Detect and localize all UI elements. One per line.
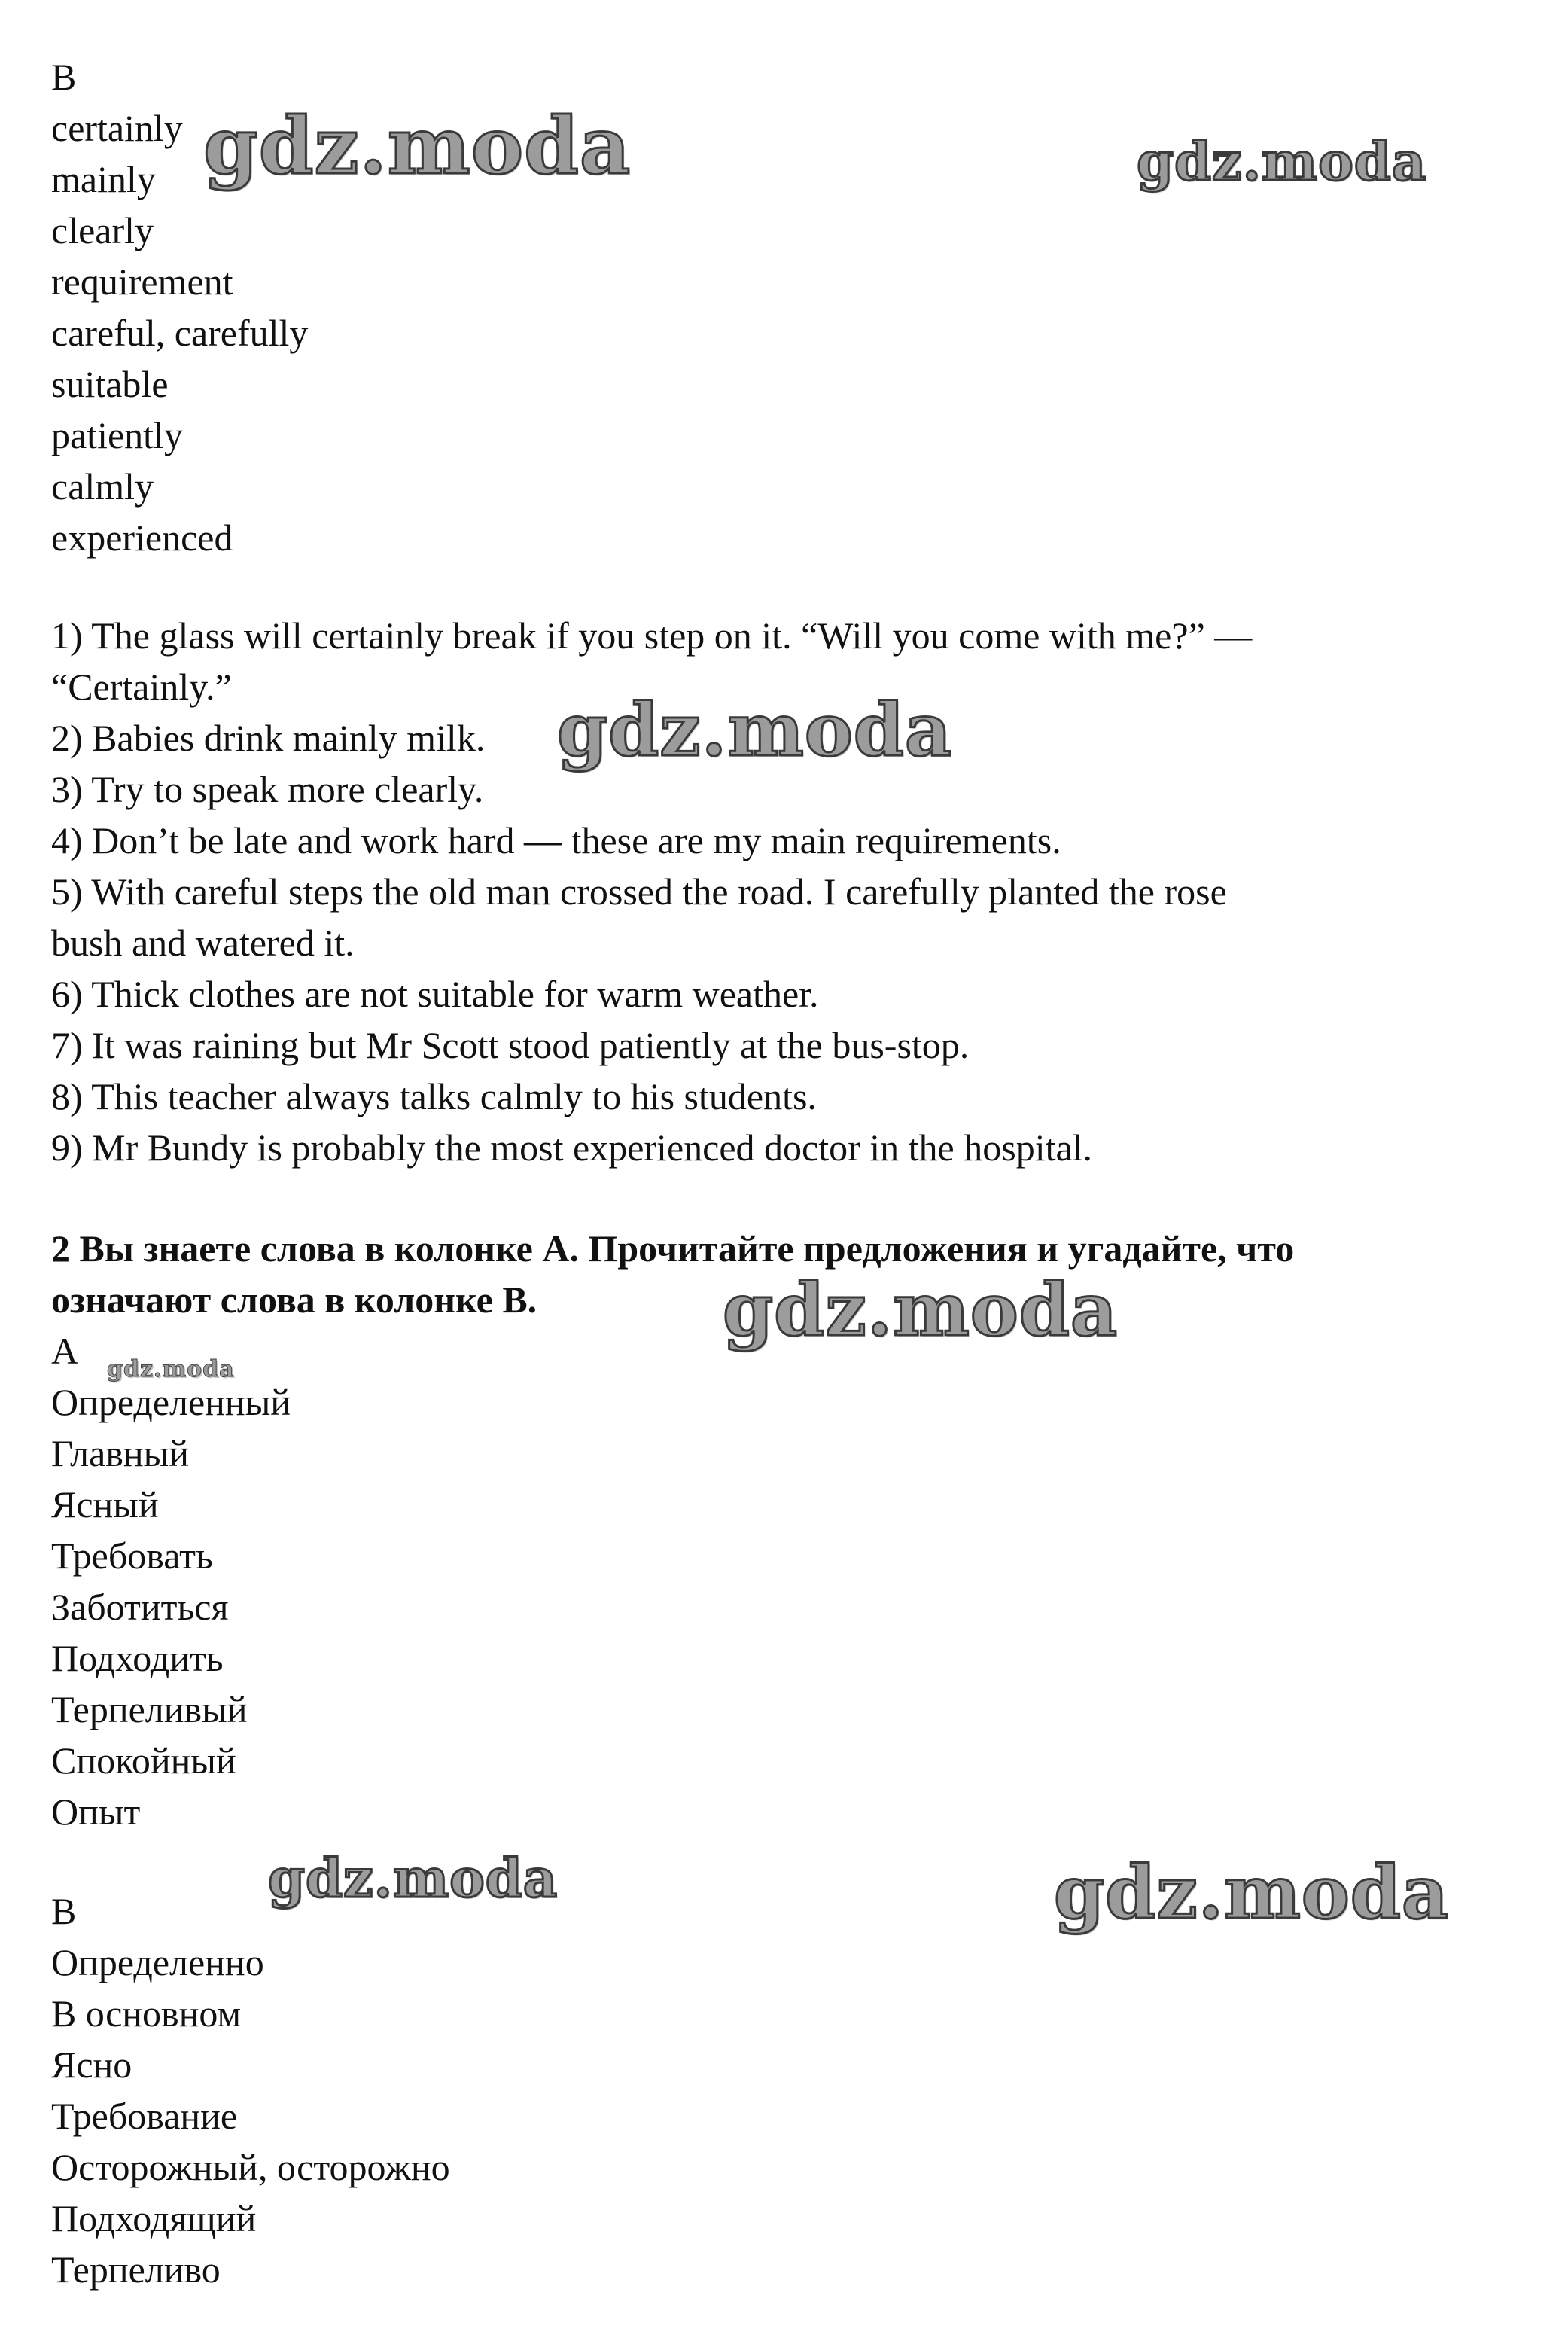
word-item: Терпеливо xyxy=(51,2248,221,2291)
word-item: calmly xyxy=(51,465,154,508)
sentence-line: 1) The glass will certainly break if you step on it. “Will you come with me?” — xyxy=(51,614,1253,657)
task-heading: означают слова в колонке В. xyxy=(51,1279,537,1321)
sentence-line: 9) Mr Bundy is probably the most experienced doctor in the hospital. xyxy=(51,1126,1093,1169)
word-item: Подходить xyxy=(51,1637,224,1679)
section-b-header: B xyxy=(51,56,77,98)
sentence-line: 2) Babies drink mainly milk. xyxy=(51,717,486,759)
section-a-header: А xyxy=(51,1330,79,1372)
word-item: Опыт xyxy=(51,1791,141,1833)
sentence-line: 8) This teacher always talks calmly to his students. xyxy=(51,1075,817,1117)
watermark: gdz.moda xyxy=(268,1847,559,1910)
watermark: gdz.moda xyxy=(1054,1850,1450,1935)
sentence-line: bush and watered it. xyxy=(51,922,355,964)
word-item: Подходящий xyxy=(51,2197,257,2239)
word-item: Ясно xyxy=(51,2044,132,2086)
word-item: experienced xyxy=(51,517,233,559)
sentence-line: “Certainly.” xyxy=(51,666,232,708)
word-item: clearly xyxy=(51,209,154,251)
word-item: requirement xyxy=(51,261,233,303)
sentence-line: 7) It was raining but Mr Scott stood patiently at the bus-stop. xyxy=(51,1024,970,1066)
sentence-line: 4) Don’t be late and work hard — these are my main requirements. xyxy=(51,819,1061,861)
word-item: Определенный xyxy=(51,1381,291,1423)
word-item: Заботиться xyxy=(51,1586,229,1628)
watermark: gdz.moda xyxy=(557,687,953,773)
watermark: gdz.moda xyxy=(203,99,632,192)
word-item: Главный xyxy=(51,1432,190,1474)
word-item: Требование xyxy=(51,2095,238,2137)
word-item: suitable xyxy=(51,363,169,405)
word-item: careful, carefully xyxy=(51,312,309,354)
word-item: certainly xyxy=(51,107,183,149)
word-item: patiently xyxy=(51,414,183,456)
word-item: Спокойный xyxy=(51,1739,236,1782)
sentence-line: 6) Thick clothes are not suitable for warm weather. xyxy=(51,973,819,1015)
word-item: Ясный xyxy=(51,1483,159,1526)
word-item: mainly xyxy=(51,158,156,200)
task-heading: 2 Вы знаете слова в колонке А. Прочитайте предложения и угадайте, что xyxy=(51,1227,1295,1270)
word-item: Осторожный, осторожно xyxy=(51,2146,450,2188)
sentence-line: 5) With careful steps the old man crossed the road. I carefully planted the rose xyxy=(51,870,1227,913)
watermark: gdz.moda xyxy=(723,1267,1119,1352)
word-item: Требовать xyxy=(51,1535,213,1577)
watermark: gdz.moda xyxy=(1137,130,1427,193)
word-item: В основном xyxy=(51,1992,242,2035)
word-item: Терпеливый xyxy=(51,1688,248,1730)
sentence-line: 3) Try to speak more clearly. xyxy=(51,768,484,810)
watermark: gdz.moda xyxy=(107,1356,235,1382)
word-item: Определенно xyxy=(51,1941,264,1983)
section-b-header: В xyxy=(51,1890,77,1932)
